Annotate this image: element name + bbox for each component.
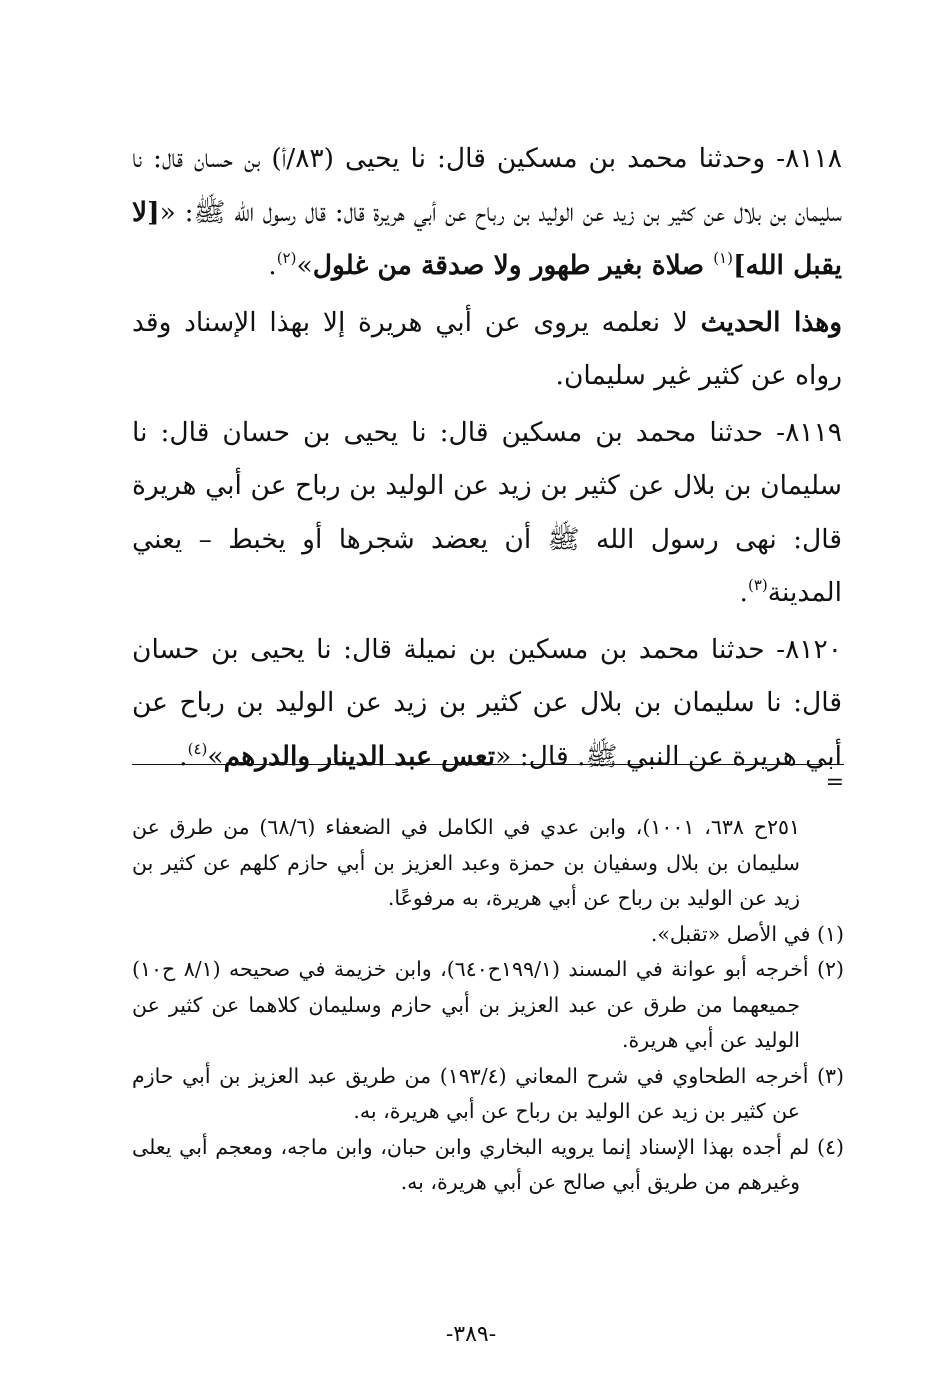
hadith-8120 (132, 623, 842, 784)
hadith-comment-text: لا نعلمه يروى عن أبي هريرة إلا بهذا الإسناد وقد رواه عن كثير غير سليمان. (132, 306, 842, 391)
hadith-8118-bold-2: صلاة بغير طهور ولا صدقة من غلول (312, 250, 714, 281)
footnote-divider (132, 764, 844, 765)
footnotes (132, 810, 844, 1201)
hadith-8120-text: ٨١٢٠- حدثنا محمد بن مسكين بن نميلة قال: نا يحيى بن حسان قال: نا سليمان بن بلال عن كثير بن زيد عن الوليد بن رباح عن أبي هريرة عن النبي ﷺ. قال: « (132, 633, 842, 772)
footnote-continuation-marker: = (825, 770, 844, 795)
hadith-comment (132, 296, 842, 403)
hadith-8119-text: ٨١١٩- حدثنا محمد بن مسكين قال: نا يحيى بن حسان قال: نا سليمان بن بلال عن كثير بن زيد عن الوليد بن رباح عن أبي هريرة قال: نهى رسول الله ﷺ أن يعضد شجرها أو يخبط – يعني المدينة (132, 416, 842, 608)
hadith-8118-quote-close: » (296, 250, 313, 281)
footnote-continuation: ٢٥١ح ٦٣٨، ١٠٠١)، وابن عدي في الكامل في الضعفاء (٦٨/٦) من طرق عن سليمان بن بلال وسفيان بن حمزة وعبد العزيز بن أبي حازم كلهم عن كثير بن زيد عن الوليد بن رباح عن أبي هريرة، به مرفوعًا. (132, 815, 800, 910)
hadith-8118-end: . (268, 250, 277, 281)
footnote-1: (١) في الأصل «تقبل». (650, 921, 844, 946)
hadith-8118 (132, 132, 842, 293)
hadith-8118-bold-1: [لا يقبل الله] (132, 196, 842, 281)
hadith-8120-end: . (179, 740, 188, 772)
hadith-8120-quote-close: » (207, 740, 224, 772)
footnote-4: (٤) لم أجده بهذا الإسناد إنما يرويه البخاري وابن حبان، وابن ماجه، ومعجم أبي يعلى وغيرهم من طريق أبي صالح عن أبي هريرة، به. (132, 1134, 844, 1194)
hadith-8118-text: ٨١١٨- وحدثنا محمد بن مسكين قال: نا يحيى (٨٣/أ) بن حسان قال: نا سليمان بن بلال عن كثير بن زيد عن الوليد بن رباح عن أبي هريرة قال: قال رسول الله ﷺ: « (132, 143, 843, 228)
footnote-ref-4: (٤) (187, 739, 208, 758)
footnote-2: (٢) أخرجه أبو عوانة في المسند (١٩٩/١ح٦٤٠)، وابن خزيمة في صحيحه (٨/١ ح١٠) جميعهما من طرق عن عبد العزيز بن أبي حازم وسليمان كلاهما عن كثير عن الوليد عن أبي هريرة. (132, 957, 845, 1052)
main-text (132, 132, 842, 783)
hadith-8119 (132, 406, 842, 620)
footnote-ref-1: (١) (713, 249, 733, 267)
footnote-ref-3: (٣) (747, 576, 768, 594)
page-number: -٣٨٩- (445, 1322, 497, 1347)
hadith-8120-bold: تعس عبد الدينار والدرهم (223, 740, 496, 772)
footnote-ref-2: (٢) (276, 249, 297, 267)
hadith-comment-bold: وهذا الحديث (700, 306, 842, 338)
hadith-8119-end: . (739, 577, 748, 608)
footnote-3: (٣) أخرجه الطحاوي في شرح المعاني (١٩٣/٤) من طريق عبد العزيز بن أبي حازم عن كثير بن زيد عن الوليد بن رباح عن أبي هريرة، به. (132, 1063, 844, 1123)
